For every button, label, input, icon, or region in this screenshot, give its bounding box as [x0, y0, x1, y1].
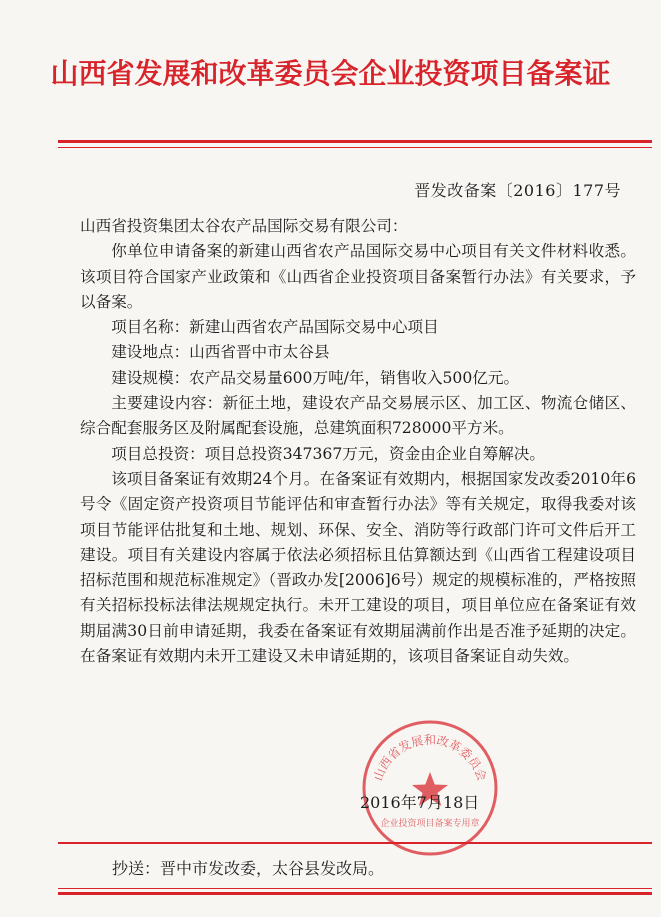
document-number: 晋发改备案〔2016〕177号 [414, 181, 621, 200]
title-rule-thin [58, 147, 652, 148]
document-title: 山西省发展和改革委员会企业投资项目备案证 [50, 57, 611, 90]
seal-bottom-text: 企业投资项目备案专用章 [380, 819, 480, 829]
paragraph-project-name: 项目名称：新建山西省农产品国际交易中心项目 [111, 318, 439, 337]
footer-rule-bottom-thin [58, 888, 652, 889]
paragraph-validity: 该项目备案证有效期24个月。在备案证有效期内，根据国家发改委2010年6号令《固定资产投资项目节能评估和审查暂行办法》等有关规定，取得我委对该项目节能评估批复和土地、规划、环保、安全、消防等行政部门许可文件后开工建设。项目有关建设内容属于依法必须招标且估算额达到《山西省工程建设项目招标范围和规范标准规定》（晋政办发[2006]6号）规定的规模标准的，严格按照有关招标投标法律法规规定执行。未开工建设的项目，项目单位应在备案证有效期届满30日前申请延期，我委在备案证有效期届满前作出是否准予延期的决定。在备案证有效期内未开工建设又未申请延期的，该项目备案证自动失效。 [80, 469, 636, 666]
document-body [80, 214, 636, 669]
seal-top-text: 山西省发展和改革委员会 [370, 732, 490, 783]
paragraph-content: 主要建设内容：新征土地，建设农产品交易展示区、加工区、物流仓储区、综合配套服务区及附属配套设施，总建筑面积728000平方米。 [80, 394, 636, 438]
footer-rule-top [58, 842, 652, 844]
paragraph-scale: 建设规模：农产品交易量600万吨/年，销售收入500亿元。 [111, 368, 520, 387]
title-rule-thick [58, 140, 652, 143]
carbon-copy-line: 抄送：晋中市发改委，太谷县发改局。 [112, 859, 385, 878]
paragraph-intro: 你单位申请备案的新建山西省农产品国际交易中心项目有关文件材料收悉。该项目符合国家产业政策和《山西省企业投资项目备案暂行办法》有关要求，予以备案。 [80, 242, 636, 311]
paragraph-investment: 项目总投资：项目总投资347367万元，资金由企业自筹解决。 [111, 444, 545, 463]
official-seal-stamp [360, 718, 500, 858]
paragraph-location: 建设地点：山西省晋中市太谷县 [111, 343, 330, 362]
footer-rule-bottom-thick [58, 892, 652, 895]
addressee: 山西省投资集团太谷农产品国际交易有限公司： [80, 217, 408, 235]
issue-date: 2016年7月18日 [360, 793, 480, 812]
